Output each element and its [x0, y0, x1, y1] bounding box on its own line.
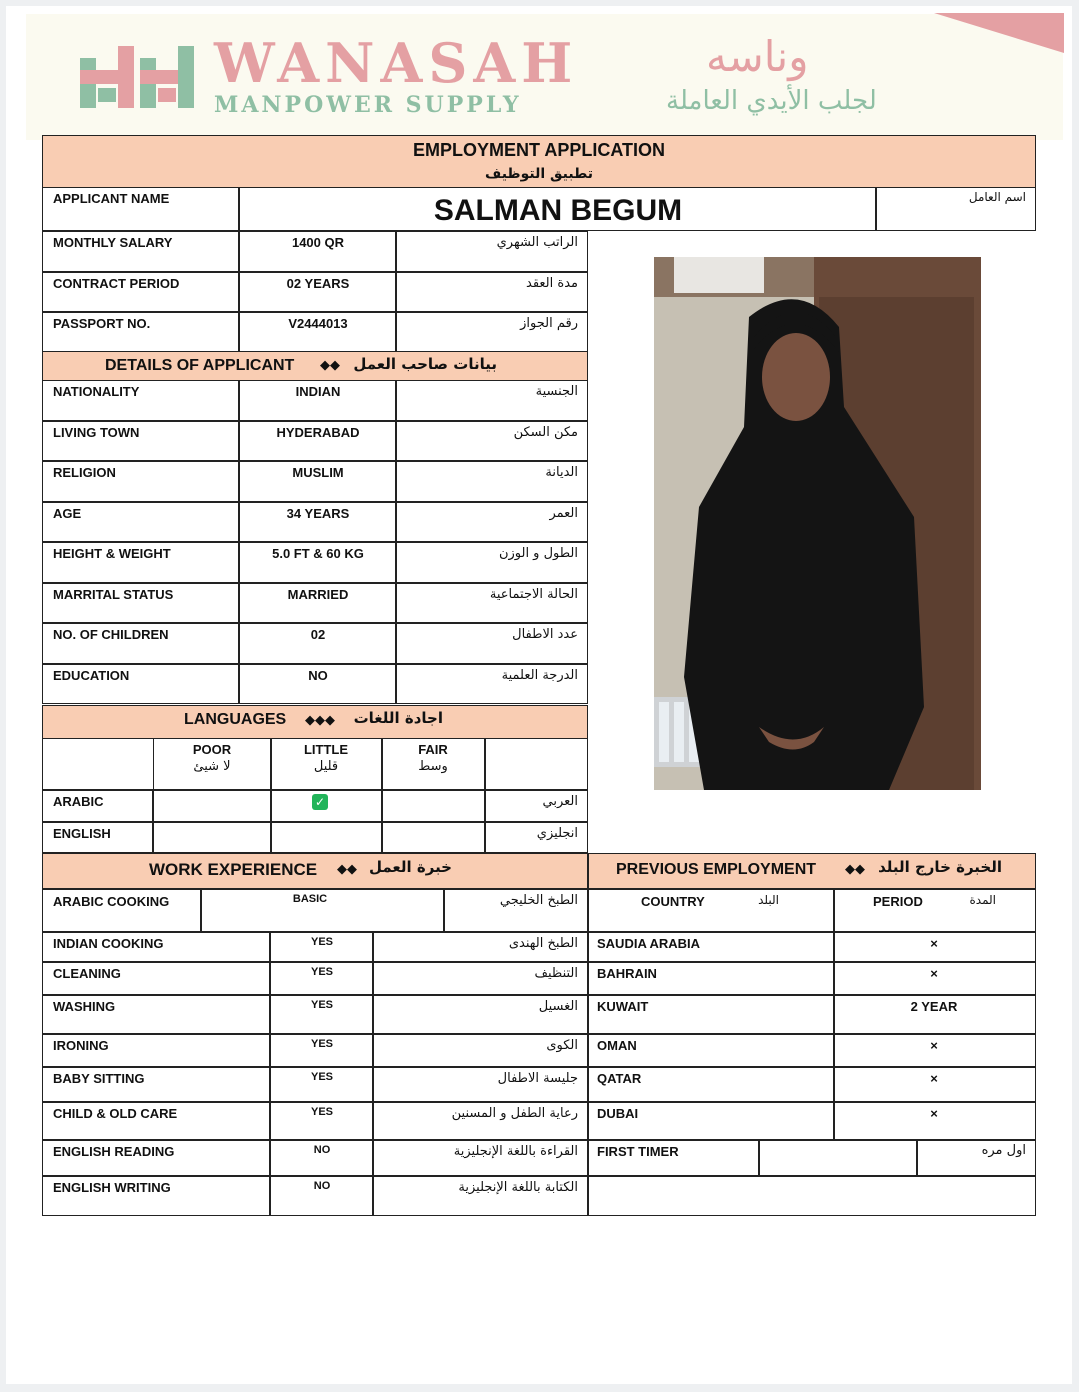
detail-label-arabic: الديانة — [545, 465, 578, 480]
applicant-photo — [654, 257, 981, 790]
detail-label: AGE — [53, 505, 82, 521]
previous-country: DUBAI — [597, 1106, 639, 1121]
previous-country: KUWAIT — [597, 999, 649, 1014]
work-label-arabic: الطبخ الهندى — [508, 936, 578, 951]
details-title-arabic: بيانات صاحب العمل — [353, 355, 497, 373]
languages-title: LANGUAGES — [184, 711, 287, 728]
language-label-arabic: انجليزي — [536, 825, 578, 841]
language-label-arabic: العربي — [542, 794, 578, 809]
detail-label: RELIGION — [53, 465, 116, 480]
detail-label-arabic: عدد الاطفال — [512, 627, 578, 642]
brand-name: WANASAH — [214, 31, 579, 95]
detail-label-arabic: الحالة الاجتماعية — [489, 586, 578, 602]
previous-period: × — [930, 1106, 938, 1121]
previous-period: × — [930, 966, 938, 981]
work-label: ENGLISH READING — [53, 1144, 175, 1159]
previous-bullets: ◆◆ — [845, 861, 865, 876]
detail-label-arabic: مكن السكن — [513, 424, 578, 440]
work-value: YES — [310, 936, 334, 948]
work-value: YES — [310, 1038, 334, 1050]
previous-country: QATAR — [597, 1071, 642, 1086]
detail-label: LIVING TOWN — [53, 424, 140, 440]
country-header-cell — [588, 889, 834, 932]
detail-value: 02 — [310, 627, 326, 642]
brand-name-arabic: وناسه — [706, 32, 809, 81]
applicant-photo-illustration — [654, 257, 981, 790]
applicant-name-label: APPLICANT NAME — [53, 191, 170, 206]
work-label-arabic: الكتابة باللغة الإنجليزية — [458, 1180, 578, 1195]
detail-label-arabic: الطول و الوزن — [498, 546, 578, 561]
work-value: NO — [313, 1144, 331, 1156]
previous-country: SAUDIA ARABIA — [597, 936, 701, 951]
work-label: ENGLISH WRITING — [53, 1180, 171, 1195]
detail-value: 34 YEARS — [286, 505, 350, 521]
work-value: NO — [313, 1180, 331, 1192]
top-row-label: MONTHLY SALARY — [53, 235, 173, 250]
work-label: WASHING — [53, 999, 116, 1014]
previous-period: × — [930, 1038, 938, 1053]
brand-tagline: MANPOWER SUPPLY — [214, 92, 522, 118]
first-timer-label-arabic: اول مره — [981, 1143, 1026, 1158]
period-header-cell — [834, 889, 1036, 932]
work-label: INDIAN COOKING — [53, 936, 164, 951]
language-label: ARABIC — [53, 794, 104, 809]
detail-value: INDIAN — [295, 384, 341, 399]
top-row-label: PASSPORT NO. — [53, 316, 151, 331]
details-title: DETAILS OF APPLICANT — [105, 357, 295, 374]
period-header-arabic: المدة — [969, 893, 996, 907]
language-cell — [153, 822, 271, 854]
application-page — [6, 6, 1072, 1384]
top-row-value: V2444013 — [288, 316, 348, 331]
languages-bullets: ◆◆◆ — [305, 712, 335, 727]
details-bullets: ◆◆ — [320, 357, 340, 372]
language-label: ENGLISH — [53, 825, 111, 841]
work-label-arabic: القراءة باللغة الإنجليزية — [453, 1144, 578, 1159]
detail-label-arabic: الدرجة العلمية — [501, 667, 578, 683]
corner-ribbon-icon — [934, 13, 1064, 53]
work-value: YES — [310, 999, 334, 1011]
work-label: CHILD & OLD CARE — [53, 1106, 178, 1121]
top-row-value: 1400 QR — [291, 235, 345, 250]
top-row-label: CONTRACT PERIOD — [53, 275, 180, 291]
language-level-label-arabic: لا شيئ — [193, 759, 231, 774]
work-label-arabic: التنظيف — [534, 966, 578, 981]
top-row-label-arabic: رقم الجواز — [520, 316, 578, 331]
top-row-label-arabic: مدة العقد — [526, 275, 578, 291]
work-label-arabic: جليسة الاطفال — [497, 1071, 578, 1086]
detail-value: MUSLIM — [292, 465, 344, 480]
detail-label: NATIONALITY — [53, 384, 140, 399]
detail-label: NO. OF CHILDREN — [53, 627, 169, 642]
work-label: ARABIC COOKING — [53, 894, 170, 909]
detail-label-arabic: الجنسية — [535, 384, 578, 399]
first-timer-label: FIRST TIMER — [597, 1144, 679, 1159]
detail-label: EDUCATION — [53, 667, 130, 683]
language-cell — [271, 822, 382, 854]
work-label-arabic: الكوى — [546, 1038, 578, 1053]
previous-country: OMAN — [597, 1038, 637, 1053]
language-level-label: LITTLE — [303, 742, 349, 757]
language-level-label: POOR — [192, 742, 232, 757]
detail-label: HEIGHT & WEIGHT — [53, 546, 171, 561]
language-level-cell — [485, 738, 588, 790]
first-timer-mid-cell — [759, 1140, 917, 1176]
detail-value: HYDERABAD — [276, 424, 360, 440]
previous-period: × — [930, 1071, 938, 1086]
period-header: PERIOD — [873, 894, 923, 909]
brand-tagline-arabic: لجلب الأيدي العاملة — [666, 86, 877, 116]
work-label: BABY SITTING — [53, 1071, 145, 1086]
wanasah-logo-icon — [78, 44, 198, 110]
detail-label: MARRITAL STATUS — [53, 586, 174, 602]
top-row-label-arabic: الراتب الشهري — [496, 235, 578, 250]
letterhead — [26, 14, 1063, 140]
detail-value: 5.0 FT & 60 KG — [272, 546, 364, 561]
work-value: YES — [310, 1071, 334, 1083]
form-title-arabic: تطبيق التوظيف — [485, 166, 593, 182]
applicant-name-label-arabic: اسم العامل — [968, 190, 1026, 204]
previous-period: 2 YEAR — [910, 999, 958, 1014]
form-title: EMPLOYMENT APPLICATION — [413, 140, 665, 160]
work-value: YES — [310, 966, 334, 978]
language-level-label-arabic: وسط — [418, 759, 448, 774]
country-header: COUNTRY — [641, 894, 705, 909]
empty-bottom-cell — [588, 1176, 1036, 1216]
work-label: CLEANING — [53, 966, 121, 981]
applicant-name: SALMAN BEGUM — [433, 194, 683, 227]
detail-value: NO — [308, 667, 328, 683]
previous-title: PREVIOUS EMPLOYMENT — [616, 861, 817, 878]
previous-title-arabic: الخبرة خارج البلد — [878, 858, 1002, 876]
language-level-label: FAIR — [418, 742, 448, 757]
work-value: BASIC — [292, 893, 328, 905]
work-value: YES — [310, 1106, 334, 1118]
previous-country: BAHRAIN — [597, 966, 657, 981]
top-row-value: 02 YEARS — [286, 275, 350, 291]
work-label-arabic: رعاية الطفل و المسنين — [451, 1106, 578, 1121]
country-header-arabic: البلد — [758, 893, 779, 907]
work-label-arabic: الطبخ الخليجي — [499, 893, 578, 908]
work-title-arabic: خبرة العمل — [368, 858, 452, 876]
language-cell — [382, 822, 485, 854]
checkmark-icon: ✓ — [312, 794, 328, 810]
detail-label-arabic: العمر — [549, 505, 578, 521]
work-bullets: ◆◆ — [337, 861, 357, 876]
language-level-label-arabic: قليل — [313, 759, 339, 774]
previous-period: × — [930, 936, 938, 951]
language-cell — [153, 790, 271, 822]
detail-value: MARRIED — [287, 586, 349, 602]
work-label: IRONING — [53, 1038, 109, 1053]
work-label-arabic: الغسيل — [538, 999, 578, 1014]
language-cell — [382, 790, 485, 822]
languages-title-arabic: اجادة اللغات — [353, 709, 443, 727]
work-title: WORK EXPERIENCE — [149, 860, 318, 879]
